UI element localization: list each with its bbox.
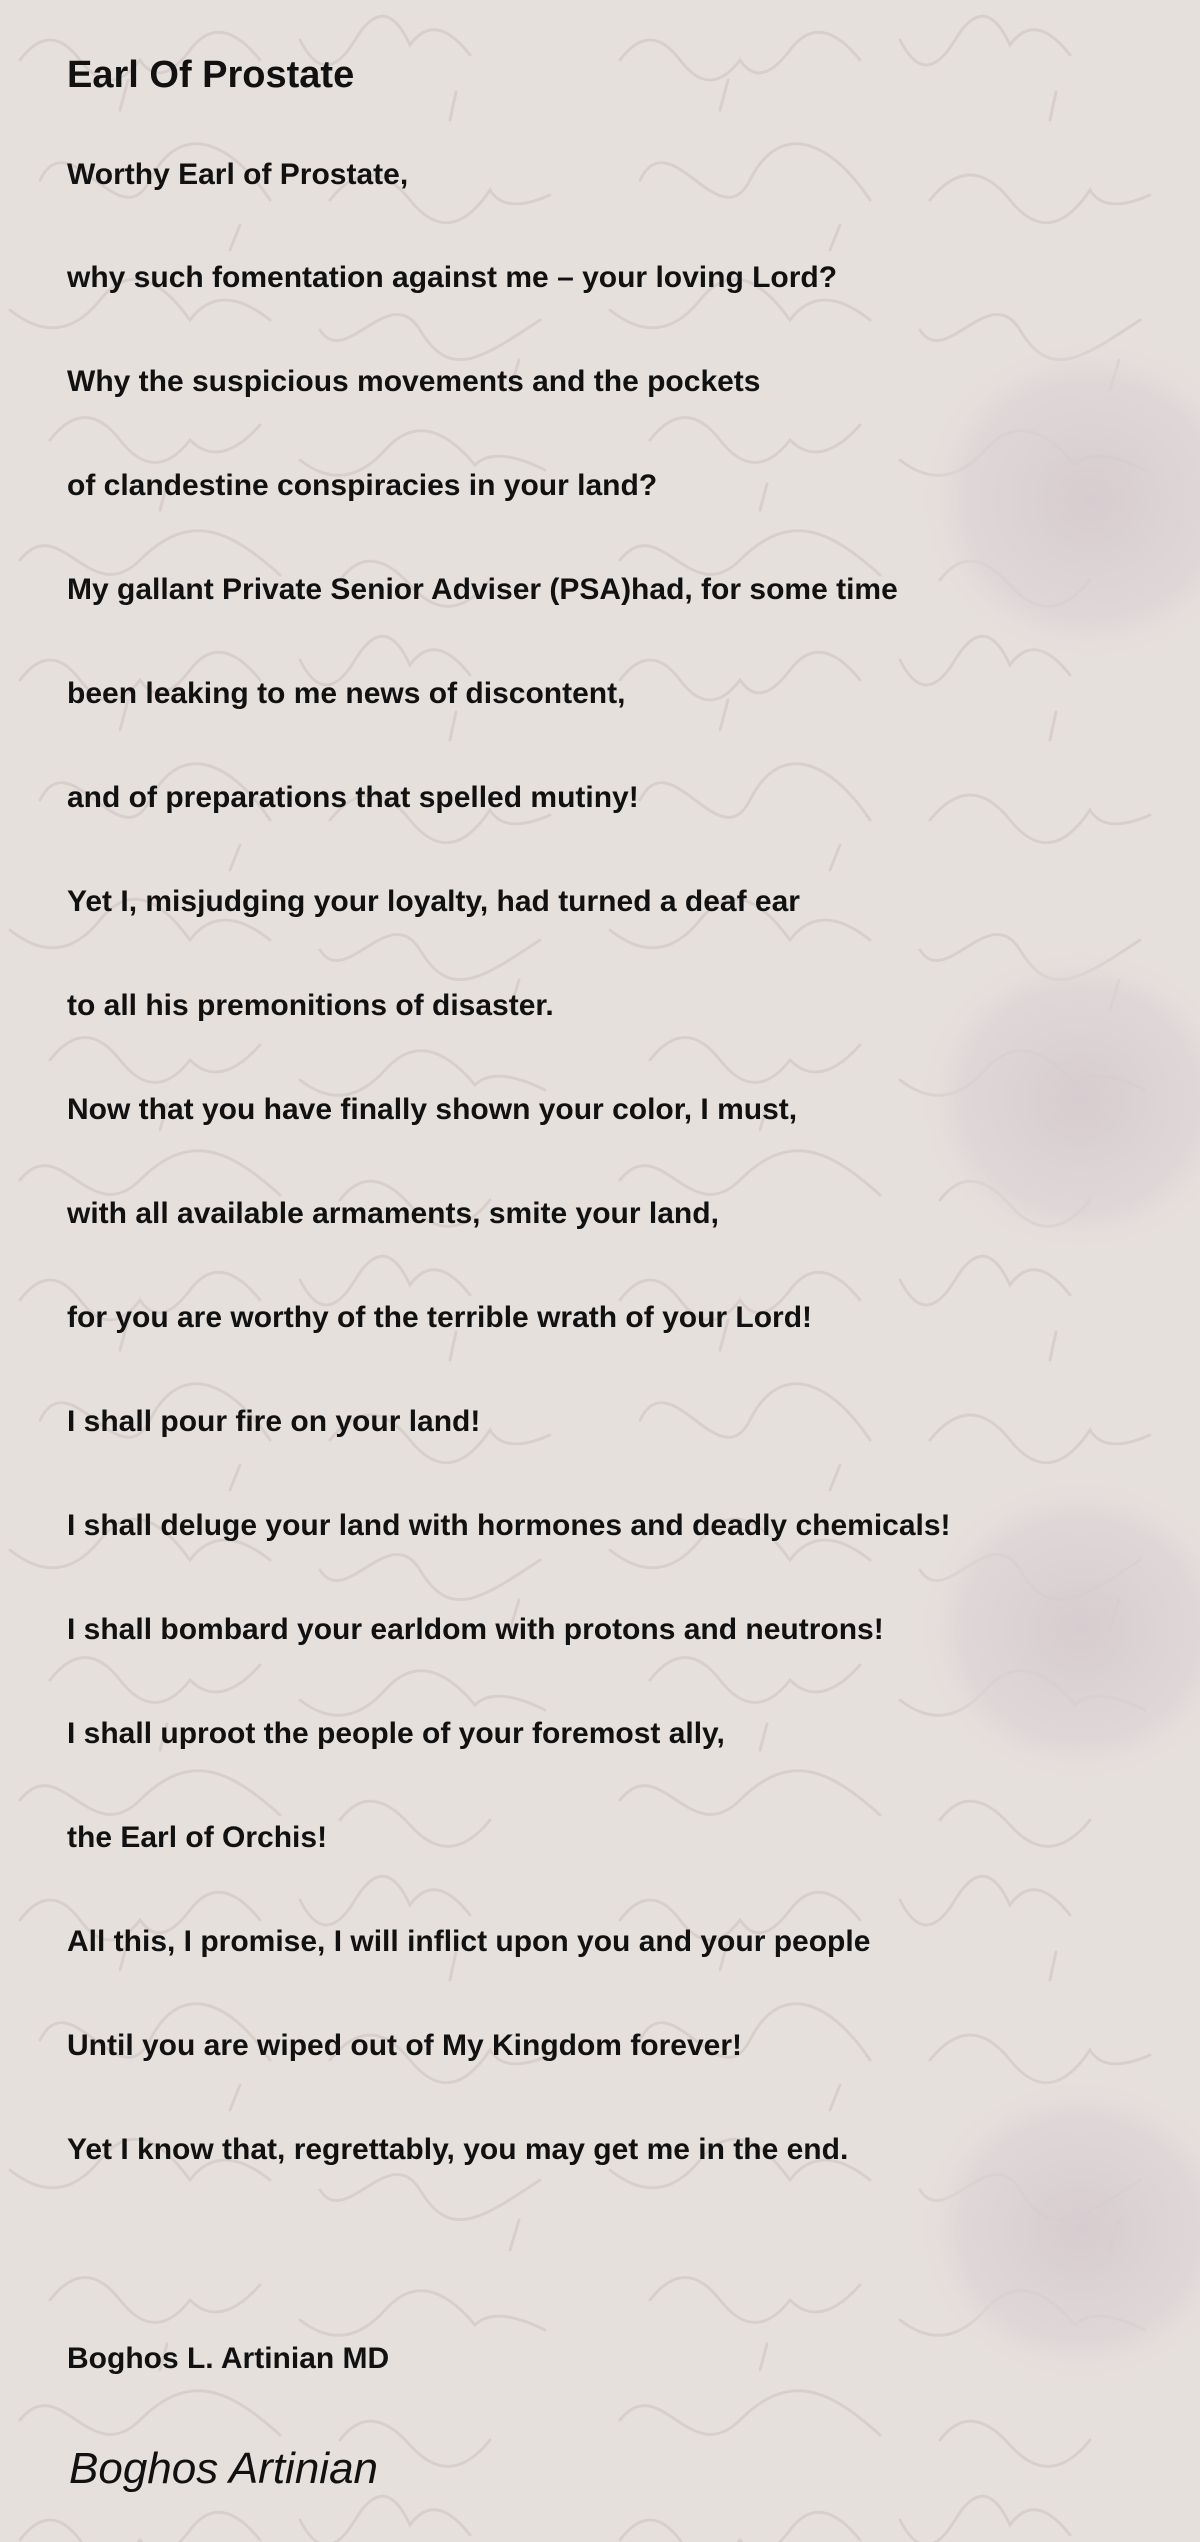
poem-line: Until you are wiped out of My Kingdom forever!: [67, 2029, 743, 2062]
poem-line: why such fomentation against me – your loving Lord?: [67, 261, 838, 294]
poem-line: of clandestine conspiracies in your land?: [67, 469, 658, 502]
poem-line: My gallant Private Senior Adviser (PSA)had, for some time: [67, 573, 898, 606]
poem-line: to all his premonitions of disaster.: [67, 989, 554, 1022]
poem-line: Yet I, misjudging your loyalty, had turned a deaf ear: [67, 885, 800, 918]
poem-line: I shall deluge your land with hormones and deadly chemicals!: [67, 1509, 951, 1542]
author-name: Boghos L. Artinian MD: [67, 2342, 390, 2375]
poem-line: I shall uproot the people of your foremost ally,: [67, 1717, 725, 1750]
poem-line: I shall pour fire on your land!: [67, 1405, 481, 1438]
author-signature: Boghos Artinian: [69, 2444, 379, 2493]
poem-line: for you are worthy of the terrible wrath of your Lord!: [67, 1301, 813, 1334]
poem-line: Why the suspicious movements and the pockets: [67, 365, 761, 398]
poem-line: been leaking to me news of discontent,: [67, 677, 626, 710]
poem-line: Yet I know that, regrettably, you may get me in the end.: [67, 2133, 849, 2166]
poem-title: Earl Of Prostate: [67, 54, 355, 96]
poem-line: Worthy Earl of Prostate,: [67, 158, 409, 191]
poem-line: and of preparations that spelled mutiny!: [67, 781, 639, 814]
poem-line: I shall bombard your earldom with protons and neutrons!: [67, 1613, 884, 1646]
poem-line: with all available armaments, smite your land,: [67, 1197, 719, 1230]
poem-line: Now that you have finally shown your color, I must,: [67, 1093, 798, 1126]
poem-line: All this, I promise, I will inflict upon you and your people: [67, 1925, 871, 1958]
poem-line: the Earl of Orchis!: [67, 1821, 328, 1854]
